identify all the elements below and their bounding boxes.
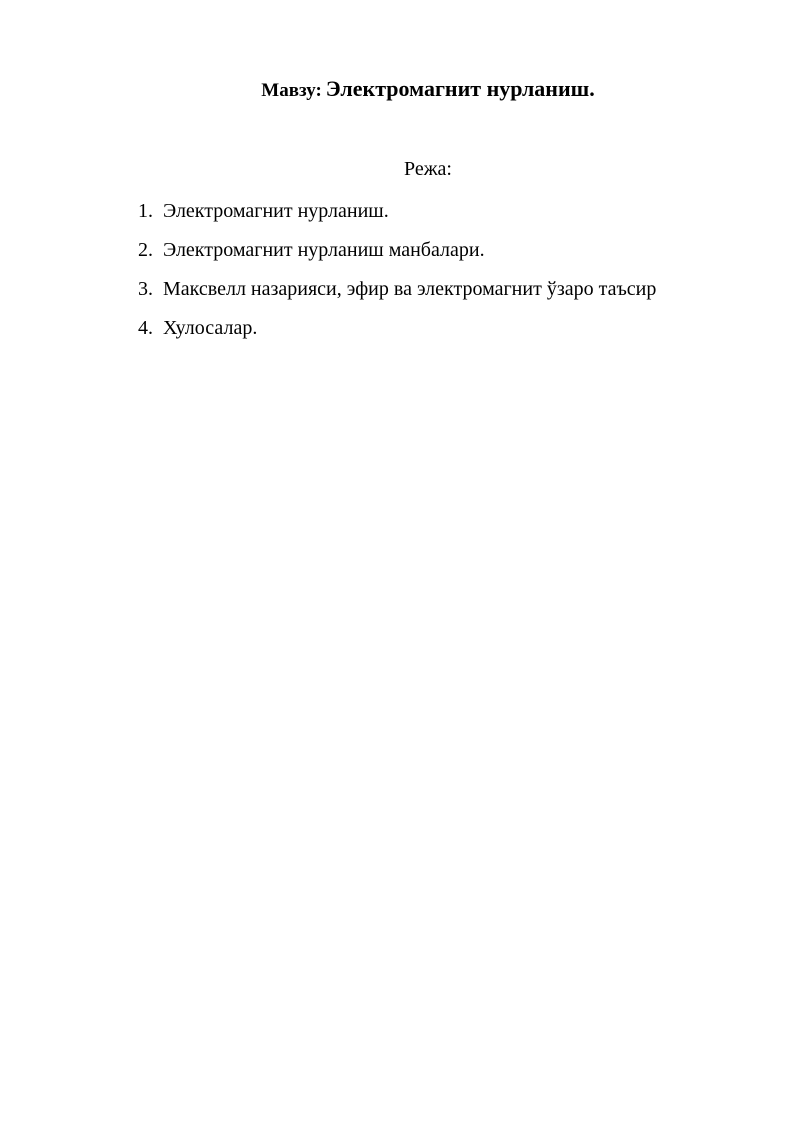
plan-item — [138, 237, 656, 276]
plan-item-number: 4. — [138, 317, 153, 339]
plan-item — [138, 315, 656, 354]
plan-item — [138, 198, 656, 237]
plan-item-number: 3. — [138, 278, 153, 300]
plan-heading: Режа: — [404, 158, 452, 180]
plan-item-text: Электромагнит нурланиш. — [163, 200, 389, 222]
plan-item-text: Электромагнит нурланиш манбалари. — [163, 239, 485, 261]
plan-item-number: 2. — [138, 239, 153, 261]
plan-item-number: 1. — [138, 200, 153, 222]
document-title — [0, 76, 800, 102]
plan-list — [138, 198, 656, 354]
plan-item — [138, 276, 656, 315]
plan-item-text: Максвелл назарияси, эфир ва электромагнит ўзаро таъсир — [163, 278, 657, 300]
title-topic: Электромагнит нурланиш. — [325, 76, 595, 101]
plan-item-text: Хулосалар. — [163, 317, 258, 339]
title-label: Мавзу: — [261, 80, 322, 101]
